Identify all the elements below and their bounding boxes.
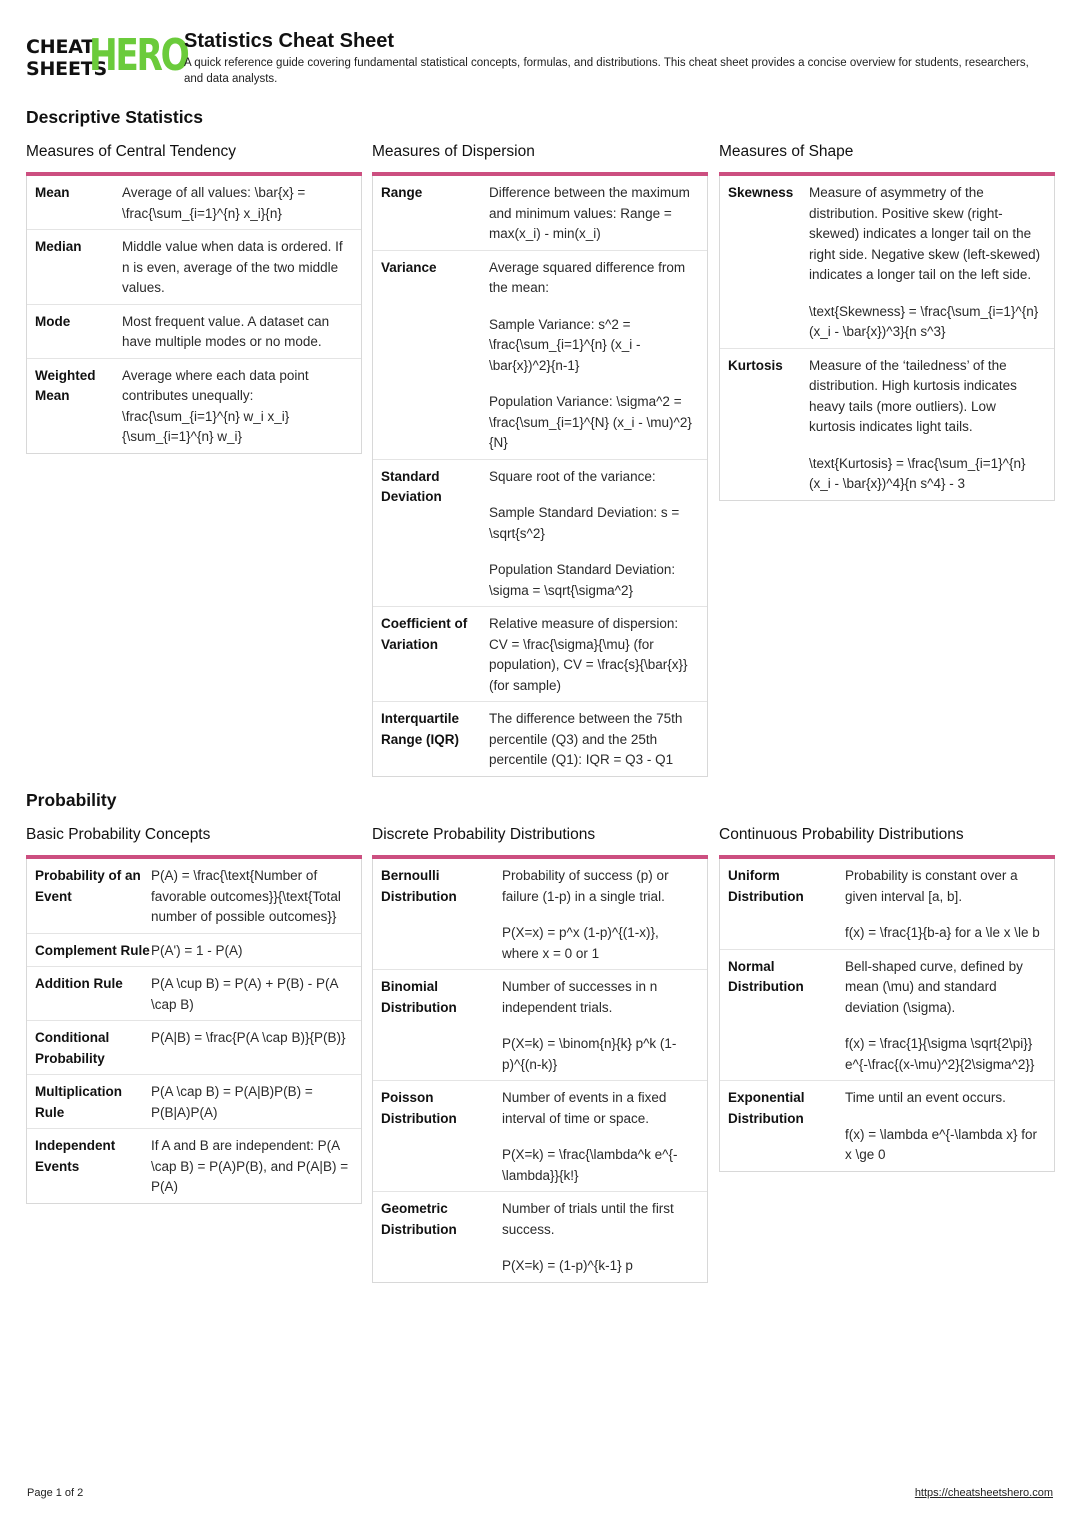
term-label: Kurtosis: [728, 357, 783, 373]
table-row: [720, 349, 1054, 500]
description-text: Probability of success (p) or failure (1-p) in a single trial.: [502, 868, 669, 904]
site-link[interactable]: https://cheatsheetshero.com: [914, 1487, 1053, 1499]
section-title-probability: Probability: [26, 790, 117, 810]
formula-text: P(X=k) = \frac{\lambda^k e^{-\lambda}}{k!}: [502, 1147, 678, 1183]
term-label: Independent Events: [35, 1138, 116, 1174]
table-row: [27, 1021, 361, 1075]
table-row: [720, 1081, 1054, 1171]
page-header: [26, 30, 1056, 90]
term-description: P(A \cup B) = P(A) + P(B) - P(A \cap B): [151, 976, 338, 1012]
card-shape: [719, 176, 1055, 501]
description-text: Number of trials until the first success.: [502, 1201, 674, 1237]
table-row: [27, 305, 361, 359]
formula-text: f(x) = \lambda e^{-\lambda x} for x \ge 0: [845, 1126, 1038, 1162]
card-continuous-distributions: [719, 859, 1055, 1172]
table-row: [373, 859, 707, 970]
table-row: [373, 1081, 707, 1192]
term-label: Skewness: [728, 185, 794, 200]
card-dispersion: [372, 176, 708, 777]
term-label: Normal Distribution: [728, 958, 804, 994]
table-row: [373, 251, 707, 460]
term-description: [502, 866, 699, 964]
table-row: [373, 702, 707, 776]
term-label: Standard Deviation: [381, 468, 442, 504]
table-row: [373, 970, 707, 1081]
formula-text: f(x) = \frac{1}{\sigma \sqrt{2\pi}} e^{-\frac{(x-\mu)^2}{2\sigma^2}}: [845, 1036, 1035, 1072]
term-label: Conditional Probability: [35, 1030, 110, 1066]
formula-text: P(X=x) = p^x (1-p)^{(1-x)}, where x = 0 or 1: [502, 925, 659, 961]
subsection-title-discrete: Discrete Probability Distributions: [372, 826, 596, 843]
subsection-title-shape: Measures of Shape: [719, 143, 854, 160]
formula-text: Population Standard Deviation: \sigma = \sqrt{\sigma^2}: [489, 562, 676, 598]
table-row: [373, 1192, 707, 1282]
term-description: [502, 1088, 699, 1186]
description-text: Time until an event occurs.: [845, 1090, 1006, 1105]
term-label: Bernoulli Distribution: [381, 868, 457, 904]
cheatsheetshero-logo[interactable]: [26, 30, 188, 81]
card-discrete-distributions: [372, 859, 708, 1283]
table-row: [27, 967, 361, 1021]
section-title-descriptive: Descriptive Statistics: [26, 107, 204, 127]
term-label: Poisson Distribution: [381, 1090, 457, 1126]
table-row: [720, 950, 1054, 1082]
formula-text: \text{Kurtosis} = \frac{\sum_{i=1}^{n} (x_i - \bar{x})^4}{n s^4} - 3: [809, 455, 1026, 491]
formula-text: Sample Standard Deviation: s = \sqrt{s^2}: [489, 505, 680, 541]
term-description: Average where each data point contributes unequally: \frac{\sum_{i=1}^{n} w_i x_i}{\sum_{i=1}^{n} w_i}: [122, 367, 309, 444]
term-description: Difference between the maximum and minimum values: Range = max(x_i) - min(x_i): [489, 185, 690, 241]
term-description: [502, 977, 699, 1075]
term-label: Geometric Distribution: [381, 1201, 457, 1237]
term-label: Median: [35, 239, 82, 254]
term-label: Mean: [35, 185, 70, 200]
term-description: [502, 1199, 699, 1277]
table-row: [27, 176, 361, 230]
term-description: [489, 467, 699, 602]
table-row: [27, 359, 361, 453]
term-label: Range: [381, 185, 423, 200]
table-row: [373, 607, 707, 702]
term-description: If A and B are independent: P(A \cap B) = P(A)P(B), and P(A|B) = P(A): [151, 1138, 349, 1194]
description-text: Number of events in a fixed interval of time or space.: [502, 1090, 667, 1126]
term-label: Addition Rule: [35, 976, 123, 991]
term-description: Most frequent value. A dataset can have multiple modes or no mode.: [122, 313, 330, 349]
description-text: Measure of asymmetry of the distribution. Positive skew (right-skewed) indicates a longer tail on the right side. Negative skew (left-skewed) indicates a longer tail on the left side.: [809, 185, 1041, 282]
term-label: Uniform Distribution: [728, 868, 804, 904]
formula-text: \text{Skewness} = \frac{\sum_{i=1}^{n} (x_i - \bar{x})^3}{n s^3}: [809, 303, 1039, 339]
table-row: [720, 859, 1054, 950]
term-description: Average of all values: \bar{x} = \frac{\sum_{i=1}^{n} x_i}{n}: [122, 185, 306, 221]
term-description: The difference between the 75th percentile (Q3) and the 25th percentile (Q1): IQR = Q3 - Q1: [489, 711, 683, 767]
term-label: Complement Rule: [35, 942, 150, 958]
page-title: Statistics Cheat Sheet: [184, 30, 395, 52]
page-subtitle: A quick reference guide covering fundamental statistical concepts, formulas, and distributions. This cheat sheet provides a concise overview for students, researchers, and data analysts.: [184, 57, 1029, 85]
term-label: Multiplication Rule: [35, 1084, 122, 1120]
term-description: [489, 258, 699, 454]
term-label: Probability of an Event: [35, 868, 141, 904]
formula-text: Sample Variance: s^2 = \frac{\sum_{i=1}^{n} (x_i - \bar{x})^2}{n-1}: [489, 316, 641, 373]
card-basic-probability: [26, 859, 362, 1204]
term-label: Coefficient of Variation: [381, 616, 468, 652]
formula-text: P(X=k) = (1-p)^{k-1} p: [502, 1258, 633, 1273]
description-text: Number of successes in n independent trials.: [502, 979, 658, 1015]
term-description: P(A') = 1 - P(A): [151, 942, 243, 958]
term-description: Middle value when data is ordered. If n is even, average of the two middle values.: [122, 239, 343, 295]
term-description: Relative measure of dispersion: CV = \frac{\sigma}{\mu} (for population), CV = \frac{s}{\bar{x}} (for sample): [489, 616, 688, 693]
table-row: [27, 934, 361, 968]
term-label: Interquartile Range (IQR): [381, 711, 460, 747]
card-central-tendency: [26, 176, 362, 454]
term-description: [809, 183, 1046, 343]
term-label: Mode: [35, 313, 71, 329]
description-text: Square root of the variance:: [489, 468, 656, 484]
term-description: [845, 957, 1046, 1076]
table-row: [27, 859, 361, 934]
term-description: P(A) = \frac{\text{Number of favorable outcomes}}{\text{Total number of possible outcomes}}: [151, 868, 341, 924]
subsection-title-continuous: Continuous Probability Distributions: [719, 826, 964, 843]
term-description: [845, 866, 1046, 944]
description-text: Probability is constant over a given interval [a, b].: [845, 868, 1018, 904]
term-description: P(A|B) = \frac{P(A \cap B)}{P(B)}: [151, 1030, 346, 1045]
term-label: Variance: [381, 259, 437, 275]
term-description: P(A \cap B) = P(A|B)P(B) = P(B|A)P(A): [151, 1084, 313, 1120]
formula-text: f(x) = \frac{1}{b-a} for a \le x \le b: [845, 925, 1040, 940]
logo-text-hero: HERO: [89, 30, 188, 81]
table-row: [27, 1129, 361, 1203]
formula-text: Population Variance: \sigma^2 = \frac{\sum_{i=1}^{N} (x_i - \mu)^2}{N}: [489, 394, 692, 450]
page-number: Page 1 of 2: [27, 1487, 84, 1499]
table-row: [27, 230, 361, 305]
subsection-title-basic-probability: Basic Probability Concepts: [26, 826, 211, 843]
table-row: [373, 176, 707, 251]
subsection-title-central-tendency: Measures of Central Tendency: [26, 143, 236, 160]
term-description: [845, 1088, 1046, 1166]
description-text: Average squared difference from the mean:: [489, 259, 686, 295]
table-row: [720, 176, 1054, 349]
description-text: Measure of the ‘tailedness’ of the distribution. High kurtosis indicates heavy tails (more outliers). Low kurtosis indicates light tails.: [809, 357, 1017, 434]
term-description: [809, 356, 1046, 495]
formula-text: P(X=k) = \binom{n}{k} p^k (1-p)^{(n-k)}: [502, 1036, 677, 1072]
term-label: Weighted Mean: [35, 367, 96, 403]
table-row: [27, 1075, 361, 1129]
logo-text-cheat: CHEAT: [26, 36, 95, 58]
term-label: Exponential Distribution: [728, 1090, 805, 1126]
term-label: Binomial Distribution: [381, 979, 457, 1015]
table-row: [373, 460, 707, 608]
description-text: Bell-shaped curve, defined by mean (\mu) and standard deviation (\sigma).: [845, 958, 1023, 1015]
subsection-title-dispersion: Measures of Dispersion: [372, 143, 535, 160]
logo-text-sheets: SHEETS: [26, 58, 107, 80]
